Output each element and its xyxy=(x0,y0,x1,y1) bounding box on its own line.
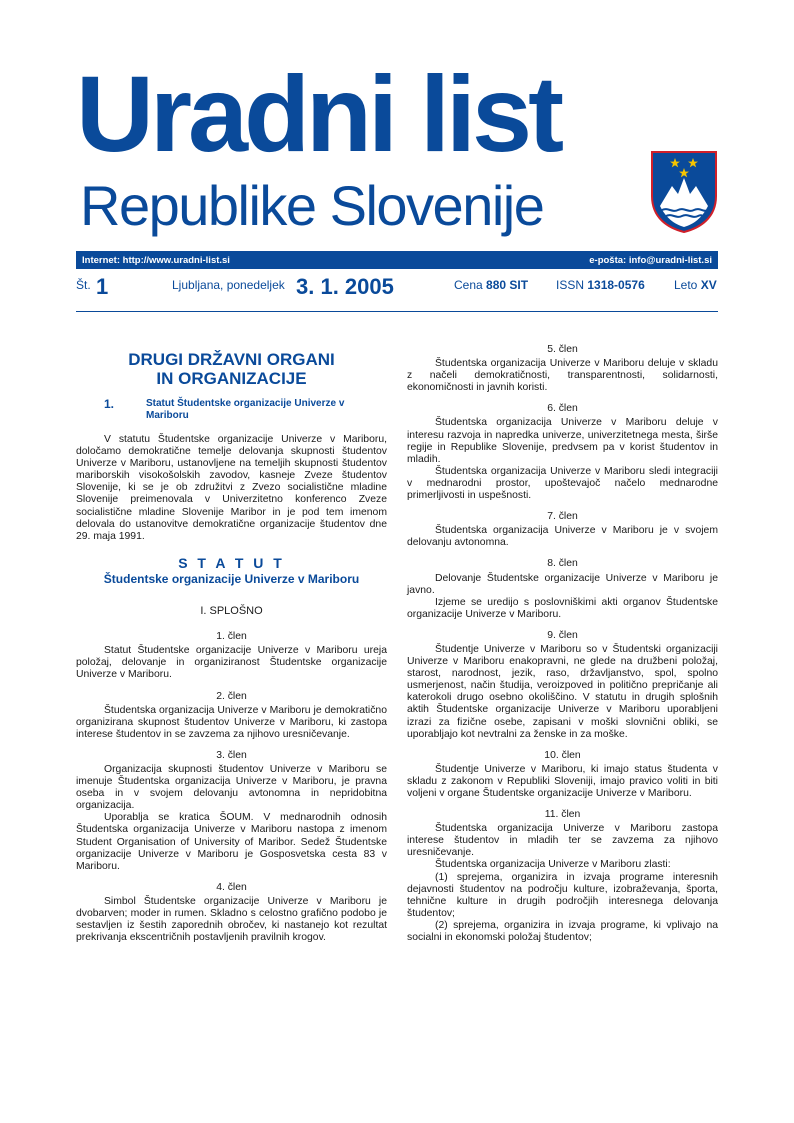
article-paragraph: Študentska organizacija Univerze v Mariboru deluje v skladu z načeli demokratičnosti, transparentnosti, solidarnosti, ekonomičnosti in javnih koristi. xyxy=(407,358,718,394)
internet-link[interactable]: Internet: http://www.uradni-list.si xyxy=(82,254,230,266)
article xyxy=(407,558,718,620)
masthead-subtitle: Republike Slovenije xyxy=(80,174,544,237)
article xyxy=(407,750,718,800)
year xyxy=(674,278,717,292)
article-number: 9. člen xyxy=(547,629,578,641)
header-divider xyxy=(76,311,718,312)
article-paragraph: Študentska organizacija Univerze v Mariboru je demokratično organizirana skupnost študentov Univerze v Mariboru, ki zastopa interese študentov in se zavzema za njihovo uresničevanje. xyxy=(76,704,387,740)
article-number: 1. člen xyxy=(216,631,247,643)
issue-number: 1 xyxy=(96,274,109,299)
intro-paragraph: V statutu Študentske organizacije Univerze v Mariboru, določamo demokratične temelje delovanja skupnosti študentov Univerze v Mariboru, ustanovljene na temeljih skupnosti študentov mariborskih visokošolskih zavodov, kasneje Zveze študentov Slovenije, ki se je ob združitvi z Zvezo socialistične mladine Slovenije preimenovala v Univerzitetno konferenco Zveze socialistične mladine Slovenije Maribor in je pod tem imenom delovala do ustanovitve demokratične organizacije študentov dne 29. maja 1991. xyxy=(76,434,387,542)
year-label: Leto xyxy=(674,278,698,292)
article-paragraph: Študentje Univerze v Mariboru, ki imajo status študenta v skladu z zakonom v Republiki Sloveniji, imajo pravico voliti in biti voljeni v organe Študentske organizacije Univerze v Mariboru. xyxy=(407,763,718,799)
article-paragraph: Uporablja se kratica ŠOUM. V mednarodnih odnosih Študentska organizacija Univerze v Mariboru nastopa z imenom Student Organisation of University of Maribor. Sedež Študentske organizacije Univerze v Mariboru je Gosposvetska cesta 83 v Mariboru. xyxy=(76,812,387,872)
article xyxy=(407,630,718,741)
article-paragraph: Študentska organizacija Univerze v Mariboru sledi integraciji v mednarodni prostor, upoštevajoč načelo mednarodne primerljivosti in uspešnosti. xyxy=(407,465,718,502)
section-title-line-2: IN ORGANIZACIJE xyxy=(156,369,307,388)
statut-title: S T A T U T xyxy=(178,554,285,571)
article-number: 2. člen xyxy=(216,690,247,702)
right-column xyxy=(407,344,718,944)
article-number: 5. člen xyxy=(547,344,578,355)
article xyxy=(407,403,718,502)
article-paragraph: Študentska organizacija Univerze v Mariboru zlasti: xyxy=(435,859,671,871)
article xyxy=(76,631,387,681)
issue-info-row xyxy=(76,274,718,304)
article-number: 4. člen xyxy=(216,881,247,893)
article-number: 11. člen xyxy=(544,809,581,821)
article xyxy=(407,511,718,549)
section-title xyxy=(76,350,387,388)
article-paragraph: Študentje Univerze v Mariboru so v Študentski organizaciji Univerze v Mariboru enakopravni, ne glede na družbeni položaj, starost, narodnost, jezik, raso, državljanstvo, spol, spolno usmerjenost, način študija, veroizpoved in politično prepričanje ali katerokoli drugo osebno okoliščino. V statutu in drugih splošnih aktih Študentske organizacije Univerze v Mariboru uporabljeni izrazi za fizične osebe, zapisani v moški slovnični obliki, se uporabljajo kot nevtralni za ženske in za moške. xyxy=(407,643,718,740)
article-paragraph: Delovanje Študentske organizacije Univerze v Mariboru je javno. xyxy=(407,572,718,596)
article-paragraph: (1) sprejema, organizira in izvaja programe interesnih dejavnosti študentov na področju kulture, izobraževanja, športa, tehnične kulture in drugih področjih interesnega delovanja študentov; xyxy=(407,871,718,919)
article xyxy=(76,750,387,873)
chapter-heading: I. SPLOŠNO xyxy=(200,605,263,618)
section-title-line-1: DRUGI DRŽAVNI ORGANI xyxy=(128,350,335,369)
contact-bar xyxy=(76,251,718,269)
article-paragraph: Študentska organizacija Univerze v Mariboru je v svojem delovanju avtonomna. xyxy=(407,525,718,549)
issn xyxy=(556,278,645,292)
article-paragraph: Simbol Študentske organizacije Univerze v Mariboru je dvobarven; moder in rumen. Skladno s celostno grafično podobo je sestavljen iz šestih zaporednih obročev, ki nastanejo kot rezultat prekrivanja ekscentričnih postavljenih pravilnih krogov. xyxy=(76,895,387,944)
article xyxy=(76,691,387,741)
article-paragraph: Statut Študentske organizacije Univerze v Mariboru ureja položaj, delovanje in organiziranost Študentske organizacije Univerze v Mariboru. xyxy=(76,645,387,681)
article xyxy=(407,809,718,944)
place-day: Ljubljana, ponedeljek xyxy=(172,278,285,292)
price-label: Cena xyxy=(454,278,483,292)
issue-date: 3. 1. 2005 xyxy=(296,274,394,299)
act-title: Statut Študentske organizacije Univerze v Mariboru xyxy=(146,398,345,421)
article-number: 8. člen xyxy=(547,558,578,570)
issn-value: 1318-0576 xyxy=(587,278,645,292)
price xyxy=(454,278,528,292)
issue-label: Št. xyxy=(76,278,91,292)
coat-of-arms-icon xyxy=(650,150,718,234)
email-link[interactable]: e-pošta: info@uradni-list.si xyxy=(589,254,712,266)
act-heading xyxy=(76,398,387,422)
article-number: 6. člen xyxy=(547,403,578,415)
article-paragraph: Študentska organizacija Univerze v Mariboru zastopa interese študentov in mladih ter se zavzema za njihovo uresničevanje. xyxy=(407,823,718,859)
article xyxy=(76,882,387,944)
article-paragraph: Organizacija skupnosti študentov Univerze v Mariboru se imenuje Študentska organizacija Univerze v Mariboru, je pravna oseba in v svojem delovanju avtonomna in nepridobitna organizacija. xyxy=(76,763,387,812)
price-value: 880 SIT xyxy=(486,278,529,292)
article-paragraph: (2) sprejema, organizira in izvaja programe, ki vplivajo na socialni in ekonomski položaj študentov; xyxy=(407,919,718,944)
article-number: 3. člen xyxy=(216,749,247,761)
statut-subtitle: Študentske organizacije Univerze v Mariboru xyxy=(103,571,360,586)
article-number: 10. člen xyxy=(544,749,581,761)
issn-label: ISSN xyxy=(556,278,585,292)
article-paragraph: Izjeme se uredijo s poslovniškimi akti organov Študentske organizacije Univerze v Mariboru. xyxy=(407,596,718,620)
article xyxy=(407,344,718,394)
act-number: 1. xyxy=(104,397,115,411)
article-number: 7. člen xyxy=(547,511,578,523)
left-column xyxy=(76,344,387,944)
article-paragraph: Študentska organizacija Univerze v Mariboru deluje v interesu razvoja in napredka univerze, univerzitetnega mesta, širše regije in Republike Slovenije, predvsem pa v korist študentov in mladih. xyxy=(407,417,718,465)
masthead-title: Uradni list xyxy=(76,53,561,174)
year-value: XV xyxy=(700,278,717,292)
